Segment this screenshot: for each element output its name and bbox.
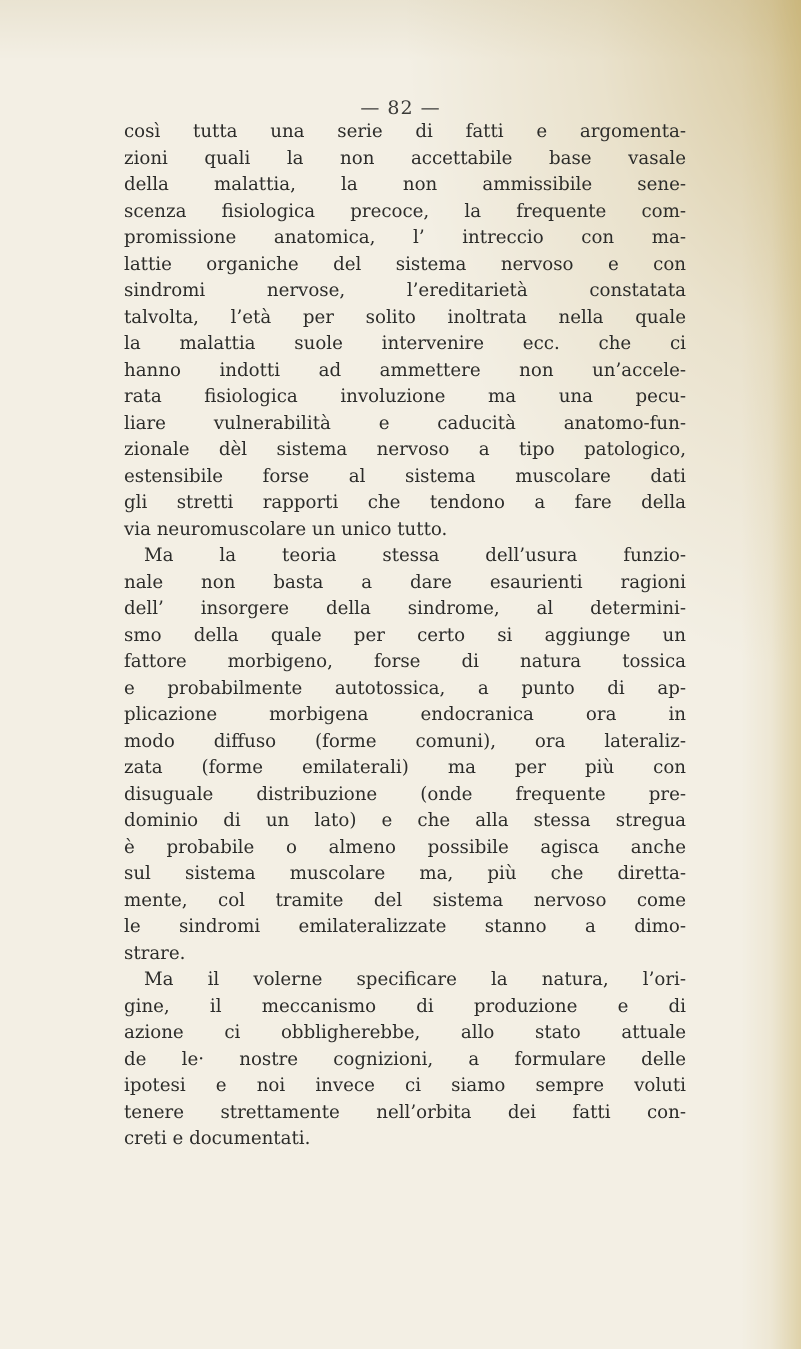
text-line: fattore morbigeno, forse di natura tossica bbox=[124, 651, 686, 672]
text-line: estensibile forse al sistema muscolare dati bbox=[124, 465, 686, 487]
text-line: tenere strettamente nell’orbita dei fatti con- bbox=[124, 1101, 686, 1123]
text-line: rata fisiologica involuzione ma una pecu- bbox=[124, 386, 686, 407]
text-line: sindromi nervose, l’ereditarietà constatata bbox=[124, 280, 686, 301]
text-line: è probabile o almeno possibile agisca anche bbox=[124, 836, 686, 858]
text-line: zioni quali la non accettabile base vasale bbox=[124, 147, 686, 169]
text-line: della malattia, la non ammissibile sene- bbox=[124, 174, 686, 195]
text-line: mente, col tramite del sistema nervoso come bbox=[124, 889, 686, 911]
text-line: creti e documentati. bbox=[124, 1128, 311, 1149]
text-line: scenza fisiologica precoce, la frequente com- bbox=[124, 200, 686, 222]
text-line: Ma la teoria stessa dell’usura funzio- bbox=[144, 545, 686, 566]
text-line: disuguale distribuzione (onde frequente pre- bbox=[124, 783, 686, 805]
body-text bbox=[124, 119, 686, 1153]
text-line: nale non basta a dare esaurienti ragioni bbox=[124, 571, 686, 593]
text-line: promissione anatomica, l’ intreccio con ma- bbox=[124, 227, 686, 248]
text-line: così tutta una serie di fatti e argomenta- bbox=[124, 121, 686, 142]
text-line: plicazione morbigena endocranica ora in bbox=[124, 704, 686, 725]
text-line: gli stretti rapporti che tendono a fare della bbox=[124, 492, 686, 513]
paragraph-2 bbox=[124, 543, 686, 967]
page-number: — 82 — bbox=[360, 97, 441, 119]
paragraph-1 bbox=[124, 119, 686, 543]
text-line: e probabilmente autotossica, a punto di ap- bbox=[124, 677, 686, 699]
text-line: dell’ insorgere della sindrome, al determini- bbox=[124, 598, 686, 619]
text-line: azione ci obbligherebbe, allo stato attuale bbox=[124, 1022, 686, 1043]
text-line: zionale dèl sistema nervoso a tipo patologico, bbox=[124, 439, 686, 460]
text-line: la malattia suole intervenire ecc. che ci bbox=[124, 333, 686, 354]
text-line: ipotesi e noi invece ci siamo sempre voluti bbox=[124, 1075, 686, 1096]
text-line: Ma il volerne specificare la natura, l’ori- bbox=[144, 969, 686, 990]
text-line: dominio di un lato) e che alla stessa stregua bbox=[124, 810, 686, 831]
text-line: gine, il meccanismo di produzione e di bbox=[124, 995, 686, 1017]
text-line: modo diffuso (forme comuni), ora lateraliz- bbox=[124, 730, 686, 752]
paragraph-3 bbox=[124, 967, 686, 1153]
text-line: hanno indotti ad ammettere non un’accele- bbox=[124, 359, 686, 381]
text-line: smo della quale per certo si aggiunge un bbox=[124, 624, 686, 646]
text-line: sul sistema muscolare ma, più che diretta- bbox=[124, 863, 686, 884]
text-line: le sindromi emilateralizzate stanno a dimo- bbox=[124, 916, 686, 937]
text-line: zata (forme emilaterali) ma per più con bbox=[124, 757, 686, 778]
text-line: lattie organiche del sistema nervoso e con bbox=[124, 253, 686, 275]
text-line: talvolta, l’età per solito inoltrata nella quale bbox=[124, 306, 686, 328]
text-line: via neuromuscolare un unico tutto. bbox=[124, 518, 448, 540]
text-line: de le· nostre cognizioni, a formulare delle bbox=[124, 1048, 686, 1070]
text-line: strare. bbox=[124, 942, 186, 964]
text-line: liare vulnerabilità e caducità anatomo-fun- bbox=[124, 412, 686, 434]
